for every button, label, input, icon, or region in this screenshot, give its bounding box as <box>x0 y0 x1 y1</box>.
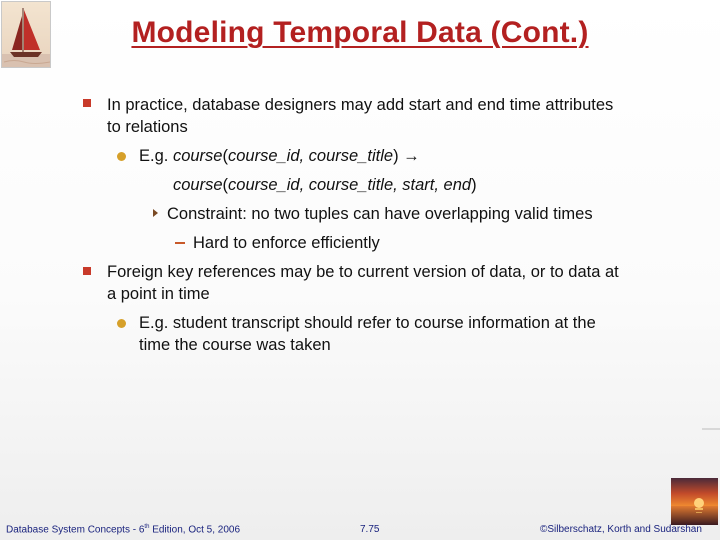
bullet-1-sub-example-cont <box>173 174 477 196</box>
bullet-1-dash-item: Hard to enforce efficiently <box>193 234 380 252</box>
dot-bullet-icon <box>117 319 126 328</box>
relation-name-2: course <box>173 176 223 194</box>
dash-bullet-icon <box>175 242 185 244</box>
bullet-2-line-2: a point in time <box>107 285 210 303</box>
edge-divider <box>702 428 720 430</box>
footer-left-prefix: Database System Concepts - 6 <box>6 524 145 536</box>
footer-left-suffix: Edition, Oct 5, 2006 <box>149 524 241 536</box>
footer-left-sup: th <box>144 524 150 530</box>
square-bullet-icon <box>83 99 91 107</box>
bullet-2-line-1: Foreign key references may be to current version of data, or to data at <box>107 263 619 281</box>
bullet-1-line-2: to relations <box>107 118 188 136</box>
right-arrow-icon: → <box>403 147 420 165</box>
sunset-logo-icon <box>671 478 718 525</box>
relation-name: course <box>172 147 223 165</box>
paren-open-2: ( <box>222 176 229 194</box>
example-prefix: E.g. <box>139 147 173 165</box>
paren-close: ) <box>393 147 404 165</box>
bullet-1-sub-example <box>139 145 420 167</box>
dot-bullet-icon <box>117 152 126 161</box>
bullet-2-sub-line-2: time the course was taken <box>139 336 331 354</box>
paren-close-2: ) <box>471 176 477 194</box>
footer-course-info <box>6 524 240 535</box>
sailboat-logo-icon <box>1 1 51 68</box>
paren-open: ( <box>222 147 228 165</box>
footer-copyright: ©Silberschatz, Korth and Sudarshan <box>540 524 702 535</box>
footer-slide-number: 7.75 <box>360 524 380 535</box>
slide-title: Modeling Temporal Data (Cont.) <box>131 16 589 49</box>
triangle-bullet-icon <box>153 209 158 217</box>
bullet-1-line-1: In practice, database designers may add start and end time attributes <box>107 96 614 114</box>
bullet-2-sub-line-1: E.g. student transcript should refer to course information at the <box>139 314 596 332</box>
relation-attributes-2: course_id, course_title, start, end <box>228 176 472 194</box>
relation-attributes: course_id, course_title <box>227 147 394 165</box>
square-bullet-icon <box>83 267 91 275</box>
bullet-1-constraint: Constraint: no two tuples can have overlapping valid times <box>167 205 593 223</box>
